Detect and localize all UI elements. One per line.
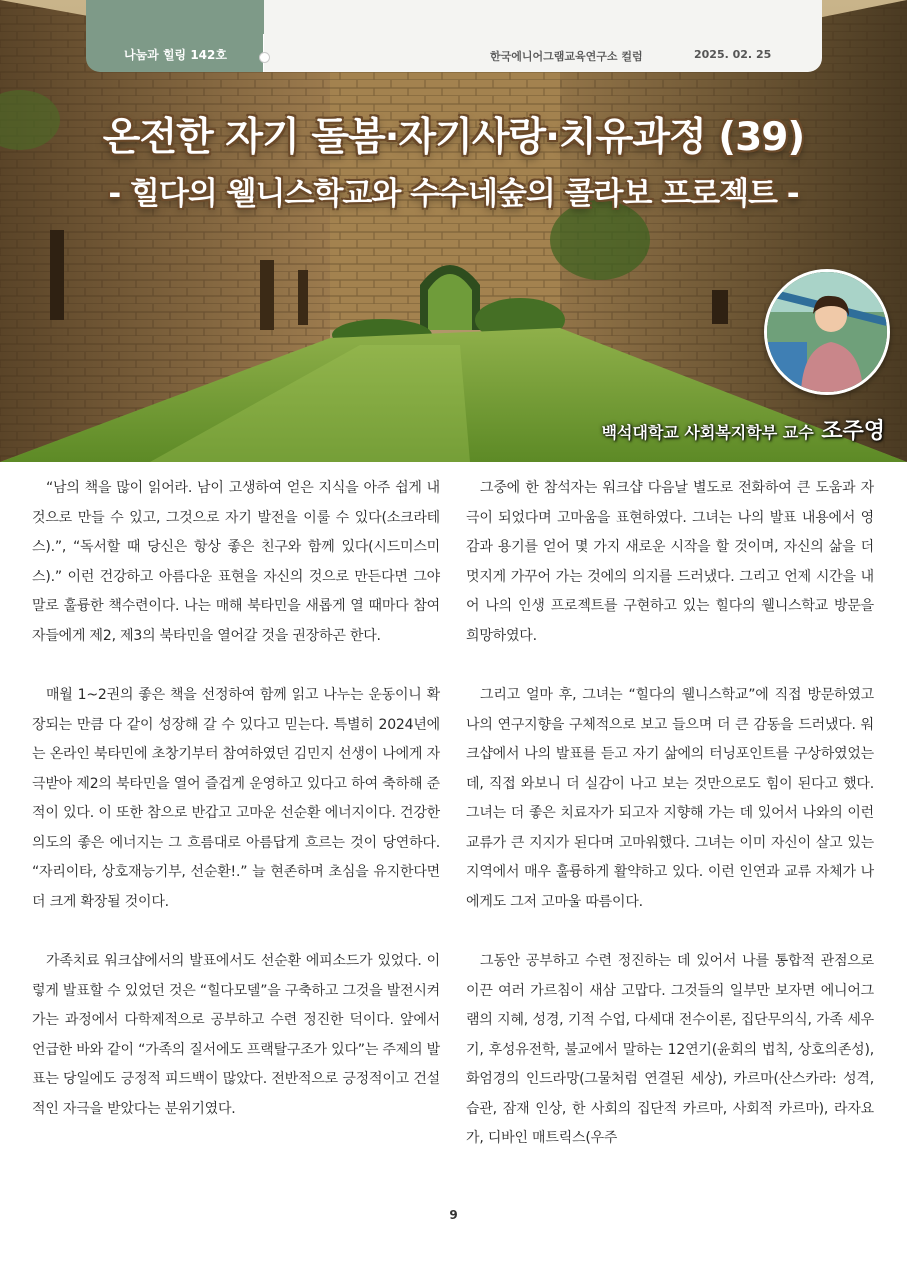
paragraph: “남의 책을 많이 읽어라. 남이 고생하여 얻은 지식을 아주 쉽게 내 것으로 만들 수 있고, 그것으로 자기 발전을 이룰 수 있다(소크라테스).”, “독서할 때 당신은 항상 좋은 친구와 함께 있다(시드미스미스).” 이런 건강하고 아름다운 표현을 자신의 것으로 만든다면 그야말로 훌륭한 책수련이다. 나는 매해 북타민을 새롭게 열 때마다 참여자들에게 제2, 제3의 북타민을 열어갈 것을 권장하곤 한다. — [32, 480, 440, 644]
header-dot-icon — [259, 52, 270, 63]
page-subtitle: - 힐다의 웰니스학교와 수수네숲의 콜라보 프로젝트 - — [108, 176, 799, 212]
header-bar — [86, 0, 822, 72]
page-title: 온전한 자기 돌봄·자기사랑·치유과정 (39) — [102, 115, 805, 160]
paragraph: 그동안 공부하고 수련 정진하는 데 있어서 나를 통합적 관점으로 이끈 여러 가르침이 새삼 고맙다. 그것들의 일부만 보자면 에니어그램의 지혜, 성경, 기적 수업, 다세대 전수이론, 집단무의식, 가족 세우기, 후성유전학, 불교에서 말하는 12연기(윤회의 법칙, 상호의존성), 화엄경의 인드라망(그물처럼 연결된 세상), 카르마(산스카라: 성격, 습관, 잠재 인상, 한 사회의 집단적 카르마, 사회적 카르마), 라자요가, 디바인 매트릭스(우주 — [466, 953, 874, 1146]
author-photo — [767, 272, 887, 392]
article-column-left — [32, 474, 440, 1154]
paragraph: 가족치료 워크샵에서의 발표에서도 선순환 에피소드가 있었다. 이렇게 발표할 수 있었던 것은 “힐다모델”을 구축하고 그것을 발전시켜 가는 과정에서 다학제적으로 공부하고 수련 정진한 덕이다. 앞에서 언급한 바와 같이 “가족의 질서에도 프랙탈구조가 있다”는 주제의 발표는 당일에도 긍정적 피드백이 많았다. 전반적으로 긍정적이고 건설적인 자극을 받았다는 분위기였다. — [32, 953, 440, 1117]
issue-label: 나눔과 힐링 142호 — [124, 48, 227, 62]
author-affiliation: 백석대학교 사회복지학부 교수 — [601, 423, 814, 442]
author-byline — [602, 414, 885, 445]
author-portrait — [764, 269, 890, 395]
paragraph: 그중에 한 참석자는 워크샵 다음날 별도로 전화하여 큰 도움과 자극이 되었다며 고마움을 표현하였다. 그녀는 나의 발표 내용에서 영감과 용기를 얻어 몇 가지 새로운 시작을 할 것이며, 자신의 삶을 더 멋지게 가꾸어 가는 것에의 의지를 드러냈다. 그리고 언제 시간을 내어 나의 인생 프로젝트를 구현하고 있는 힐다의 웰니스학교 방문을 희망하였다. — [466, 480, 874, 644]
author-name: 조주영 — [821, 419, 885, 444]
hero-banner — [0, 0, 907, 462]
paragraph: 매월 1~2권의 좋은 책을 선정하여 함께 읽고 나누는 운동이니 확장되는 만큼 다 같이 성장해 갈 수 있다고 믿는다. 특별히 2024년에는 온라인 북타민에 초창기부터 참여하였던 김민지 선생이 나에게 자극받아 제2의 북타민을 열어 즐겁게 운영하고 있다고 하여 축하해 준 적이 있다. 이 또한 참으로 반갑고 고마운 선순환 에너지이다. 건강한 의도의 좋은 에너지는 그 흐름대로 아름답게 흐르는 것이 당연하다. “자리이타, 상호재능기부, 선순환!.” 늘 현존하며 초심을 유지한다면 더 크게 확장될 것이다. — [32, 687, 440, 910]
page-number: 9 — [449, 1208, 458, 1222]
article-column-right — [466, 474, 874, 1184]
column-date: 2025. 02. 25 — [694, 48, 772, 61]
paragraph: 그리고 얼마 후, 그녀는 “힐다의 웰니스학교”에 직접 방문하였고 나의 연구지향을 구체적으로 보고 들으며 더 큰 감동을 드러냈다. 워크샵에서 나의 발표를 듣고 자기 삶에의 터닝포인트를 구상하였었는데, 직접 와보니 더 실감이 나고 보는 것만으로도 힘이 된다고 했다. 그녀는 더 좋은 치료자가 되고자 지향해 가는 데 있어서 나와의 이런 교류가 큰 지지가 된다며 고마워했다. 그녀는 이미 자신이 살고 있는 지역에서 매우 훌륭하게 활약하고 있다. 이런 인연과 교류 자체가 나에게도 그저 고마울 따름이다. — [466, 687, 874, 910]
column-label: 한국에니어그램교육연구소 컬럼 — [490, 50, 643, 63]
